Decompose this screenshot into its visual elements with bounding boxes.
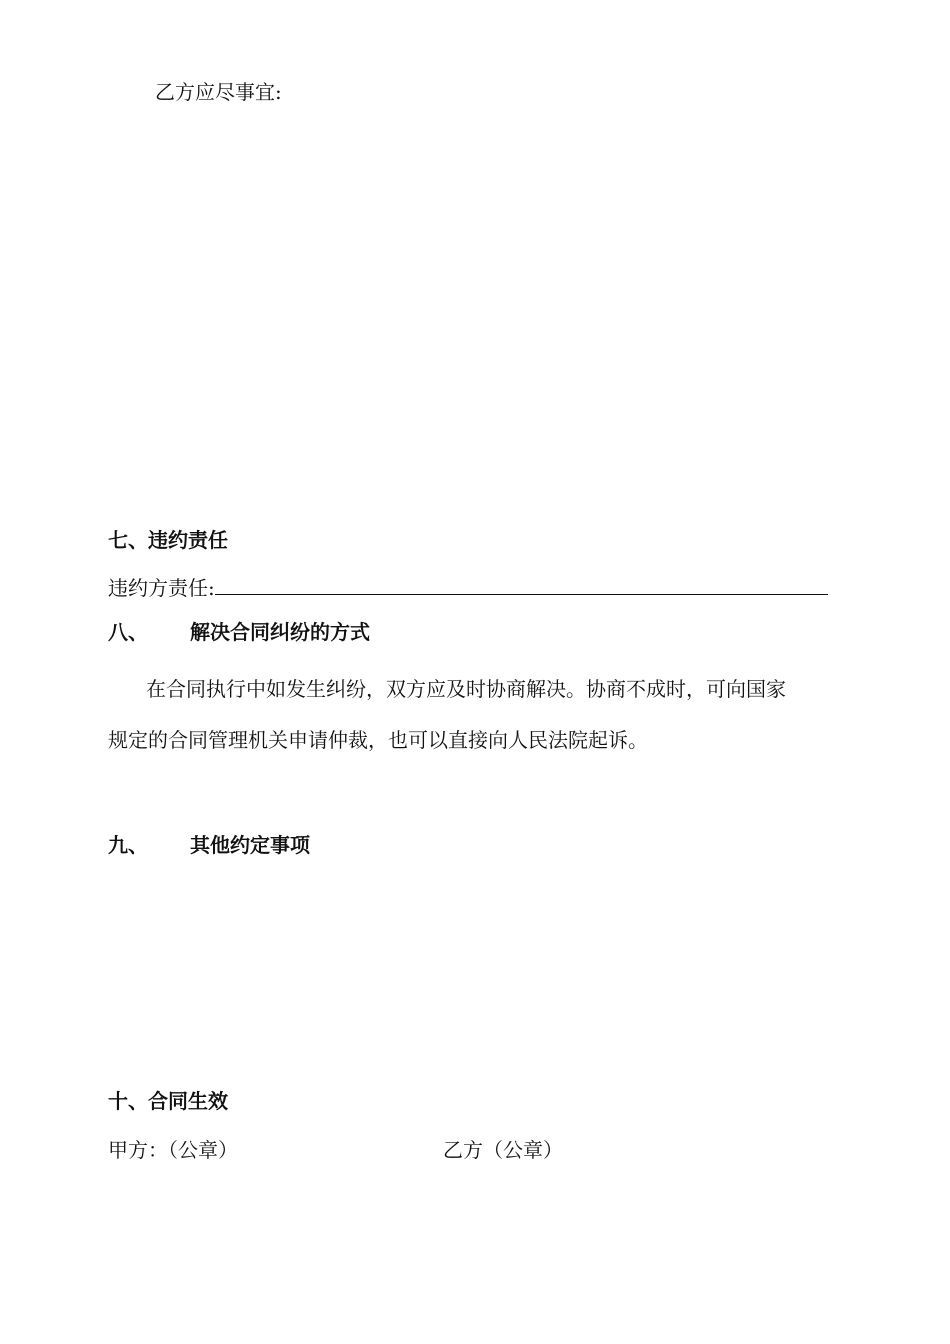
section-8-paragraph-line-1: 在合同执行中如发生纠纷，双方应及时协商解决。协商不成时，可向国家 [146, 677, 786, 701]
section-10-heading: 十、合同生效 [108, 1089, 228, 1113]
liability-label: 违约方责任: [108, 576, 215, 600]
liability-line [108, 575, 828, 601]
section-8-heading [108, 619, 370, 645]
section-8-title: 解决合同纠纷的方式 [190, 620, 370, 644]
section-9-heading [108, 832, 310, 858]
party-a-seal: 甲方：（公章） [108, 1138, 238, 1162]
section-9-number: 九、 [108, 833, 148, 857]
section-8-paragraph-line-2: 规定的合同管理机关申请仲裁，也可以直接向人民法院起诉。 [108, 728, 648, 752]
section-7-heading: 七、违约责任 [108, 528, 228, 552]
party-b-seal: 乙方（公章） [443, 1138, 563, 1162]
section-8-number: 八、 [108, 620, 148, 644]
party-b-matters-label: 乙方应尽事宜: [155, 80, 282, 104]
section-9-title: 其他约定事项 [190, 833, 310, 857]
liability-blank [215, 578, 828, 595]
